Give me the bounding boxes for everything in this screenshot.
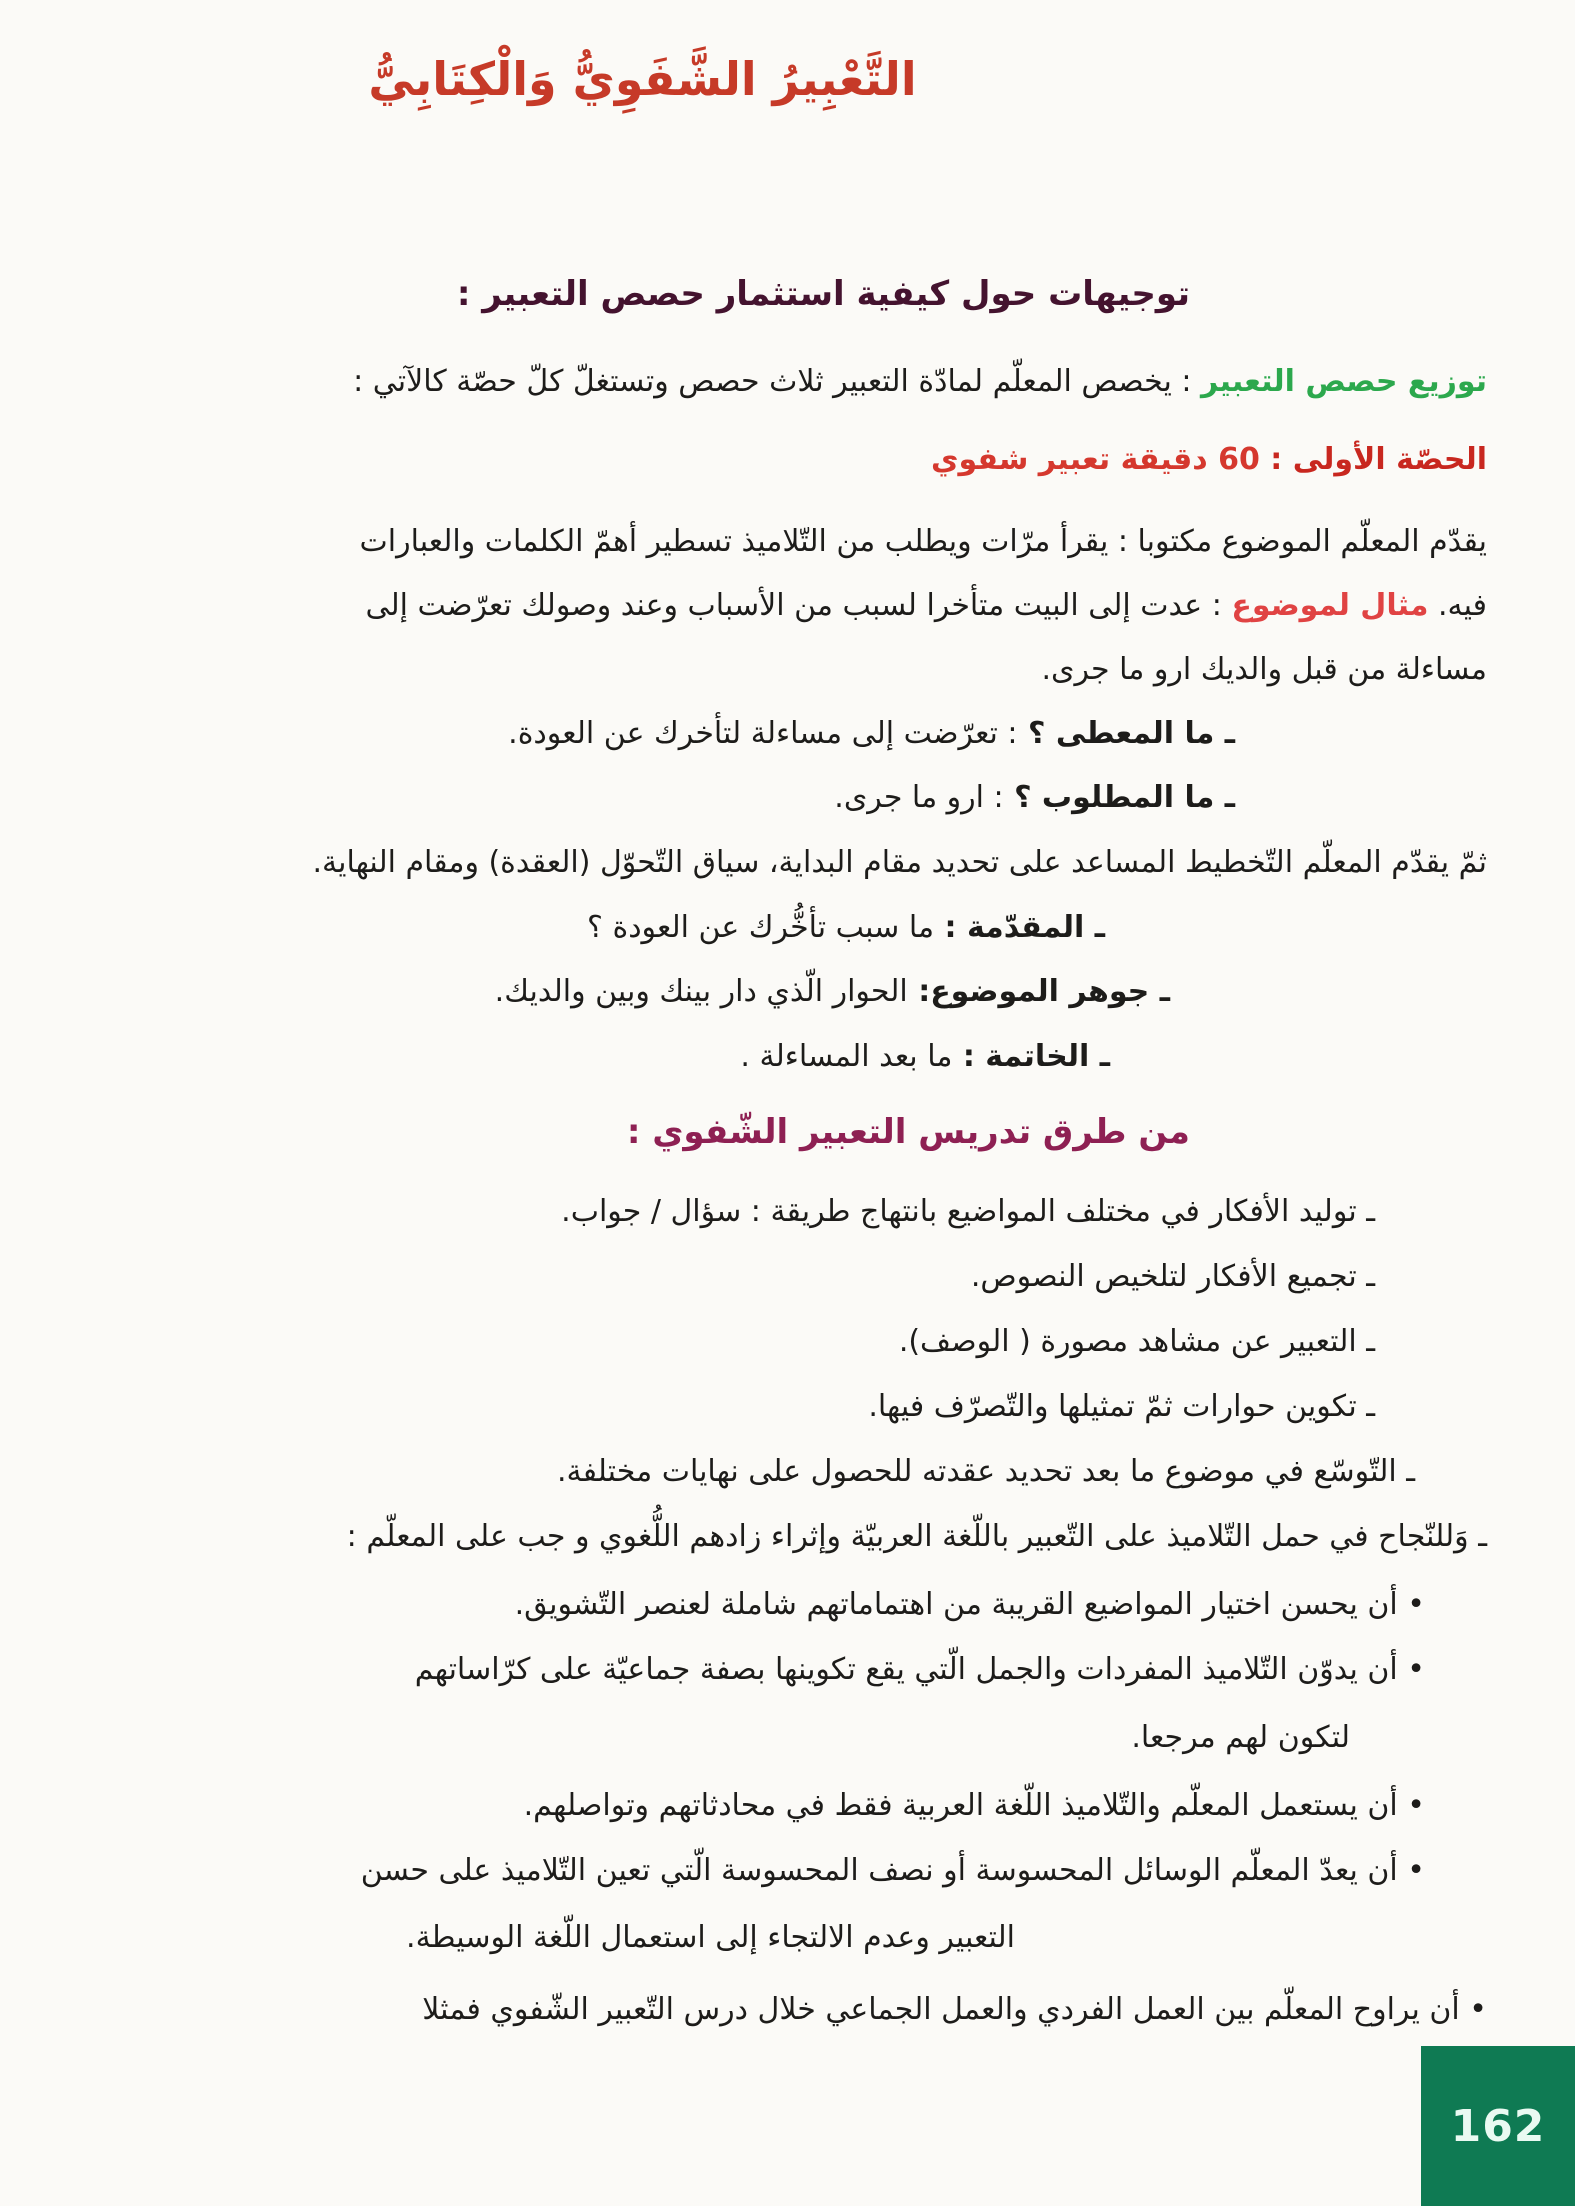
method-item: ـ وَللنّجاح في حمل التّلاميذ على التّعبير باللّغة العربيّة وإثراء زادهم اللُّغوي و جب على المعلّم :: [346, 1519, 1487, 1554]
core-topic-text: الحوار الّذي دار بينك وبين والديك.: [494, 974, 908, 1009]
conclusion-item: [740, 1037, 1110, 1078]
paragraph-line: [366, 586, 1487, 627]
paragraph-text: : عدت إلى البيت متأخرا لسبب من الأسباب وعند وصولك تعرّضت إلى: [365, 588, 1222, 623]
first-session-line: [931, 440, 1487, 481]
core-topic-label: ـ جوهر الموضوع:: [907, 974, 1170, 1009]
introduction-text: ما سبب تأخُّرك عن العودة ؟: [587, 910, 935, 945]
given-item: [508, 714, 1235, 755]
given-text: : تعرّضت إلى مساءلة لتأخرك عن العودة.: [508, 716, 1018, 751]
section-heading-guidelines: توجيهات حول كيفية استثمار حصص التعبير :: [456, 274, 1190, 314]
conclusion-label: ـ الخاتمة :: [952, 1039, 1110, 1074]
method-item: ـ التعبير عن مشاهد مصورة ( الوصف).: [898, 1324, 1375, 1359]
paragraph-text: فيه.: [1428, 588, 1487, 623]
example-topic-label: مثال لموضوع: [1231, 588, 1429, 623]
method-item: ـ التّوسّع في موضوع ما بعد تحديد عقدته للحصول على نهايات مختلفة.: [556, 1454, 1415, 1489]
introduction-label: ـ المقدّمة :: [934, 910, 1105, 945]
method-item: ـ توليد الأفكار في مختلف المواضيع بانتهاج طريقة : سؤال / جواب.: [561, 1194, 1375, 1229]
core-topic-item: [495, 972, 1170, 1013]
page-number-badge: [1421, 2046, 1575, 2206]
method-item: ـ تكوين حوارات ثمّ تمثيلها والتّصرّف فيها.: [868, 1389, 1375, 1424]
method-item: ـ تجميع الأفكار لتلخيص النصوص.: [970, 1259, 1375, 1294]
teacher-tip-item: • أن يستعمل المعلّم والتّلاميذ اللّغة العربية فقط في محادثاتهم وتواصلهم.: [523, 1788, 1425, 1823]
teacher-tip-item: • أن يعدّ المعلّم الوسائل المحسوسة أو نصف المحسوسة الّتي تعين التّلاميذ على حسن: [360, 1853, 1425, 1888]
introduction-item: [587, 908, 1105, 949]
paragraph-line: يقدّم المعلّم الموضوع مكتوبا : يقرأ مرّات ويطلب من التّلاميذ تسطير أهمّ الكلمات والعبارات: [359, 524, 1487, 559]
section-heading-methods: من طرق تدريس التعبير الشّفوي :: [626, 1112, 1190, 1152]
session-distribution-label: توزيع حصص التعبير: [1201, 364, 1487, 399]
session-distribution-line: [353, 362, 1487, 403]
teacher-tip-item: • أن يدوّن التّلاميذ المفردات والجمل الّتي يقع تكوينها بصفة جماعيّة على كرّاساتهم: [414, 1652, 1425, 1687]
required-item: [834, 778, 1235, 819]
conclusion-text: ما بعد المساءلة .: [740, 1039, 953, 1074]
session-distribution-text: : يخصص المعلّم لمادّة التعبير ثلاث حصص وتستغلّ كلّ حصّة كالآتي :: [353, 364, 1192, 399]
teacher-tip-continuation: التعبير وعدم الالتجاء إلى استعمال اللّغة الوسيطة.: [406, 1920, 1015, 1955]
required-text: : ارو ما جرى.: [834, 780, 1004, 815]
paragraph-line: ثمّ يقدّم المعلّم التّخطيط المساعد على تحديد مقام البداية، سياق التّحوّل (العقدة) ومقام النهاية.: [312, 845, 1487, 880]
required-label: ـ ما المطلوب ؟: [1003, 780, 1235, 815]
first-session-label: الحصّة الأولى :: [1259, 442, 1487, 477]
teacher-tip-item: • أن يحسن اختيار المواضيع القريبة من اهتماماتهم شاملة لعنصر التّشويق.: [514, 1587, 1425, 1622]
given-label: ـ ما المعطى ؟: [1017, 716, 1235, 751]
page-title: التَّعْبِيرُ الشَّفَوِيُّ وَالْكِتَابِيُّ: [368, 52, 917, 106]
teacher-tip-continuation: لتكون لهم مرجعا.: [1131, 1720, 1350, 1755]
page-number: 162: [1450, 2100, 1546, 2152]
teacher-tip-item: • أن يراوح المعلّم بين العمل الفردي والعمل الجماعي خلال درس التّعبير الشّفوي فمثلا: [422, 1992, 1487, 2027]
first-session-duration: 60 دقيقة تعبير شفوي: [930, 442, 1260, 477]
paragraph-line: مساءلة من قبل والديك ارو ما جرى.: [1041, 652, 1487, 687]
